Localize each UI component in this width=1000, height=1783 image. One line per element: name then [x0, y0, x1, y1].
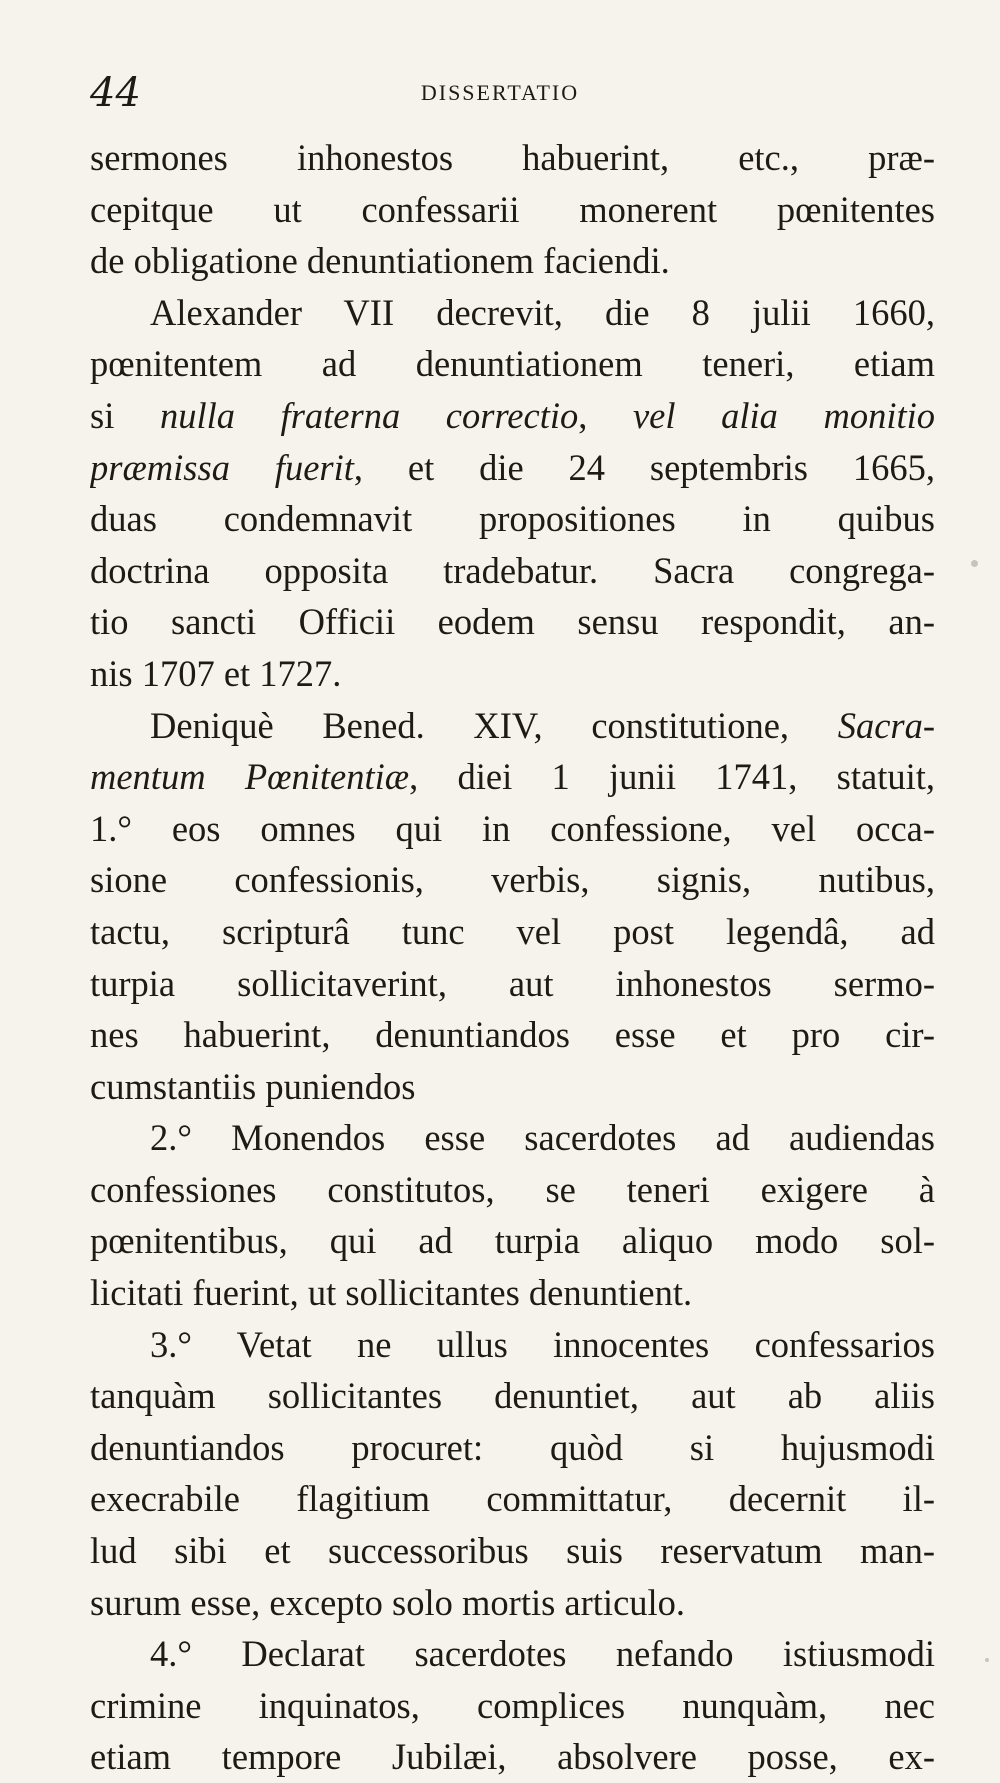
- text-line: [90, 132, 935, 184]
- text-line: [90, 442, 935, 494]
- text-run: surum esse, excepto solo mortis articulo.: [90, 1581, 686, 1623]
- text-run: nes habuerint, denuntiandos esse et pro cir-: [90, 1014, 935, 1056]
- text-line: [90, 235, 935, 287]
- text-run: sermones inhonestos habuerint, etc., præ-: [90, 137, 935, 178]
- italic-text: præmissa fuerit: [90, 446, 354, 488]
- italic-text: mentum Pœnitentiæ: [90, 756, 410, 798]
- text-line: [90, 287, 935, 339]
- text-run: tio sancti Officii eodem sensu respondit, an-: [90, 601, 935, 643]
- text-run: duas condemnavit propositiones in quibus: [90, 498, 935, 540]
- text-run: etiam tempore Jubilæi, absolvere posse, ex-: [90, 1736, 935, 1778]
- text-line: [90, 1680, 935, 1732]
- text-run: crimine inquinatos, complices nunquàm, nec: [90, 1684, 935, 1726]
- text-line: [90, 751, 935, 803]
- text-run: pœnitentibus, qui ad turpia aliquo modo sol-: [90, 1220, 935, 1262]
- text-run: cumstantiis puniendos: [90, 1065, 416, 1107]
- text-run: denuntiandos procuret: quòd si hujusmodi: [90, 1426, 935, 1468]
- text-line: [90, 1009, 935, 1061]
- text-run: tanquàm sollicitantes denuntiet, aut ab aliis: [90, 1375, 935, 1417]
- text-line: [90, 1319, 935, 1371]
- text-line: [90, 545, 935, 597]
- text-line: [90, 1422, 935, 1474]
- text-line: [90, 1267, 935, 1319]
- italic-text: Sacra-: [837, 704, 935, 746]
- text-run: licitati fuerint, ut sollicitantes denuntient.: [90, 1272, 693, 1314]
- text-line: [90, 184, 935, 236]
- text-run: , et die 24 septembris 1665,: [353, 446, 935, 488]
- text-run: confessiones constitutos, se teneri exigere à: [90, 1168, 935, 1210]
- paper-speck: [971, 560, 978, 567]
- text-run: turpia sollicitaverint, aut inhonestos sermo-: [90, 962, 935, 1004]
- text-run: lud sibi et successoribus suis reservatum man-: [90, 1530, 935, 1572]
- page-number: 44: [90, 70, 141, 116]
- text-line: [90, 906, 935, 958]
- text-run: sione confessionis, verbis, signis, nutibus,: [90, 859, 935, 901]
- text-line: [90, 1731, 935, 1783]
- text-line: [90, 596, 935, 648]
- text-line: [90, 1628, 935, 1680]
- text-run: , diei 1 junii 1741, statuit,: [409, 756, 935, 798]
- italic-text: vel alia monitio: [632, 394, 935, 436]
- text-line: [90, 1577, 935, 1629]
- text-line: [90, 1370, 935, 1422]
- text-line: [90, 1112, 935, 1164]
- text-run: 2.° Monendos esse sacerdotes ad audiendas: [150, 1117, 935, 1159]
- text-run: 1.° eos omnes qui in confessione, vel occa-: [90, 807, 935, 849]
- text-run: de obligatione denuntiationem faciendi.: [90, 240, 670, 282]
- text-line: [90, 1215, 935, 1267]
- text-line: [90, 1061, 935, 1113]
- text-run: Alexander VII decrevit, die 8 julii 1660,: [150, 291, 935, 333]
- text-run: pœnitentem ad denuntiationem teneri, etiam: [90, 343, 935, 385]
- text-run: tactu, scripturâ tunc vel post legendâ, ad: [90, 910, 935, 952]
- text-line: [90, 803, 935, 855]
- text-line: [90, 338, 935, 390]
- text-line: [90, 1164, 935, 1216]
- page-header: [0, 68, 1000, 118]
- text-run: nis 1707 et 1727.: [90, 652, 342, 694]
- text-line: [90, 1525, 935, 1577]
- text-line: [90, 493, 935, 545]
- text-run: 3.° Vetat ne ullus innocentes confessarios: [150, 1323, 935, 1365]
- text-run: si: [90, 394, 160, 436]
- text-run: 4.° Declarat sacerdotes nefando istiusmodi: [150, 1633, 935, 1675]
- text-line: [90, 648, 935, 700]
- text-run: ,: [578, 394, 633, 436]
- italic-text: nulla fraterna correctio: [159, 394, 579, 436]
- text-line: [90, 854, 935, 906]
- paper-speck: [985, 1658, 989, 1662]
- text-line: [90, 700, 935, 752]
- text-run: execrabile flagitium committatur, decernit il-: [90, 1478, 935, 1520]
- text-run: doctrina opposita tradebatur. Sacra congrega-: [90, 549, 935, 591]
- running-title: DISSERTATIO: [420, 80, 580, 105]
- text-line: [90, 958, 935, 1010]
- text-line: [90, 390, 935, 442]
- text-line: [90, 1473, 935, 1525]
- body-text: [90, 132, 935, 1783]
- text-run: cepitque ut confessarii monerent pœnitentes: [90, 188, 935, 230]
- text-run: Deniquè Bened. XIV, constitutione,: [150, 704, 838, 746]
